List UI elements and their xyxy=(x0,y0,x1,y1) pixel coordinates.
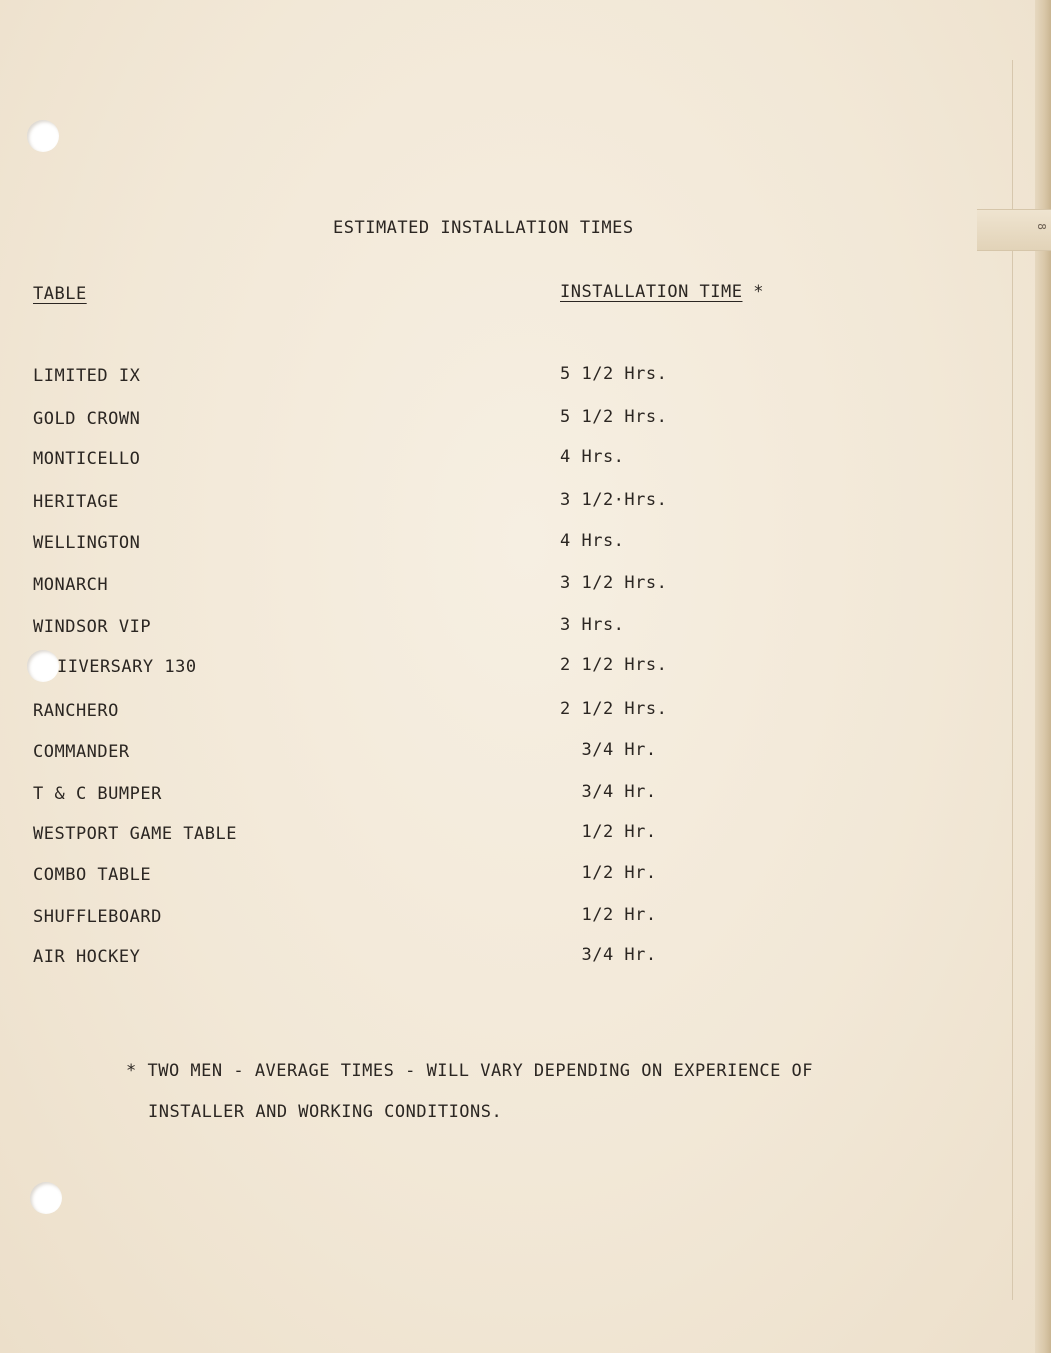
installation-time: 4 Hrs. xyxy=(560,447,625,467)
installation-time: 3 1/2 Hrs. xyxy=(560,573,668,593)
installation-time: 2 1/2 Hrs. xyxy=(560,699,668,719)
installation-time: 3 Hrs. xyxy=(560,615,625,635)
table-name: COMBO TABLE xyxy=(33,865,152,885)
footnote-line-1: * TWO MEN - AVERAGE TIMES - WILL VARY DEPENDING ON EXPERIENCE OF xyxy=(126,1061,814,1081)
column-header-table xyxy=(33,284,87,304)
footnote-line-2: INSTALLER AND WORKING CONDITIONS. xyxy=(148,1102,503,1122)
footnote xyxy=(126,1051,813,1133)
table-name: COMMANDER xyxy=(33,742,130,762)
installation-time: 1/2 Hr. xyxy=(560,822,657,842)
installation-time: 5 1/2 Hrs. xyxy=(560,407,668,427)
page-edge xyxy=(1035,0,1051,1353)
column-header-table-label: TABLE xyxy=(33,284,87,304)
column-header-time xyxy=(560,282,764,302)
table-name: MONTICELLO xyxy=(33,449,141,469)
table-name: RANCHERO xyxy=(33,701,119,721)
table-name: LIMITED IX xyxy=(33,366,141,386)
installation-time: 3 1/2·Hrs. xyxy=(560,490,668,510)
table-name: WINDSOR VIP xyxy=(33,617,152,637)
installation-time: 3/4 Hr. xyxy=(560,740,657,760)
table-name: IIVERSARY 130 xyxy=(57,657,197,677)
footnote-marker: * xyxy=(753,282,764,302)
document-title: ESTIMATED INSTALLATION TIMES xyxy=(333,218,634,238)
index-tab-label: 8 xyxy=(1035,223,1049,230)
table-name: GOLD CROWN xyxy=(33,409,141,429)
punch-hole xyxy=(27,650,59,682)
punch-hole xyxy=(30,1182,62,1214)
installation-time: 3/4 Hr. xyxy=(560,782,657,802)
table-name: WESTPORT GAME TABLE xyxy=(33,824,237,844)
installation-time: 1/2 Hr. xyxy=(560,863,657,883)
table-name: AIR HOCKEY xyxy=(33,947,141,967)
table-name: HERITAGE xyxy=(33,492,119,512)
installation-time: 1/2 Hr. xyxy=(560,905,657,925)
table-name: T & C BUMPER xyxy=(33,784,162,804)
punch-hole xyxy=(27,120,59,152)
column-header-time-label: INSTALLATION TIME xyxy=(560,282,743,302)
installation-time: 2 1/2 Hrs. xyxy=(560,655,668,675)
index-tab xyxy=(977,209,1051,251)
installation-time: 3/4 Hr. xyxy=(560,945,657,965)
table-name: MONARCH xyxy=(33,575,109,595)
table-name: SHUFFLEBOARD xyxy=(33,907,162,927)
installation-time: 5 1/2 Hrs. xyxy=(560,364,668,384)
installation-time: 4 Hrs. xyxy=(560,531,625,551)
table-name: WELLINGTON xyxy=(33,533,141,553)
